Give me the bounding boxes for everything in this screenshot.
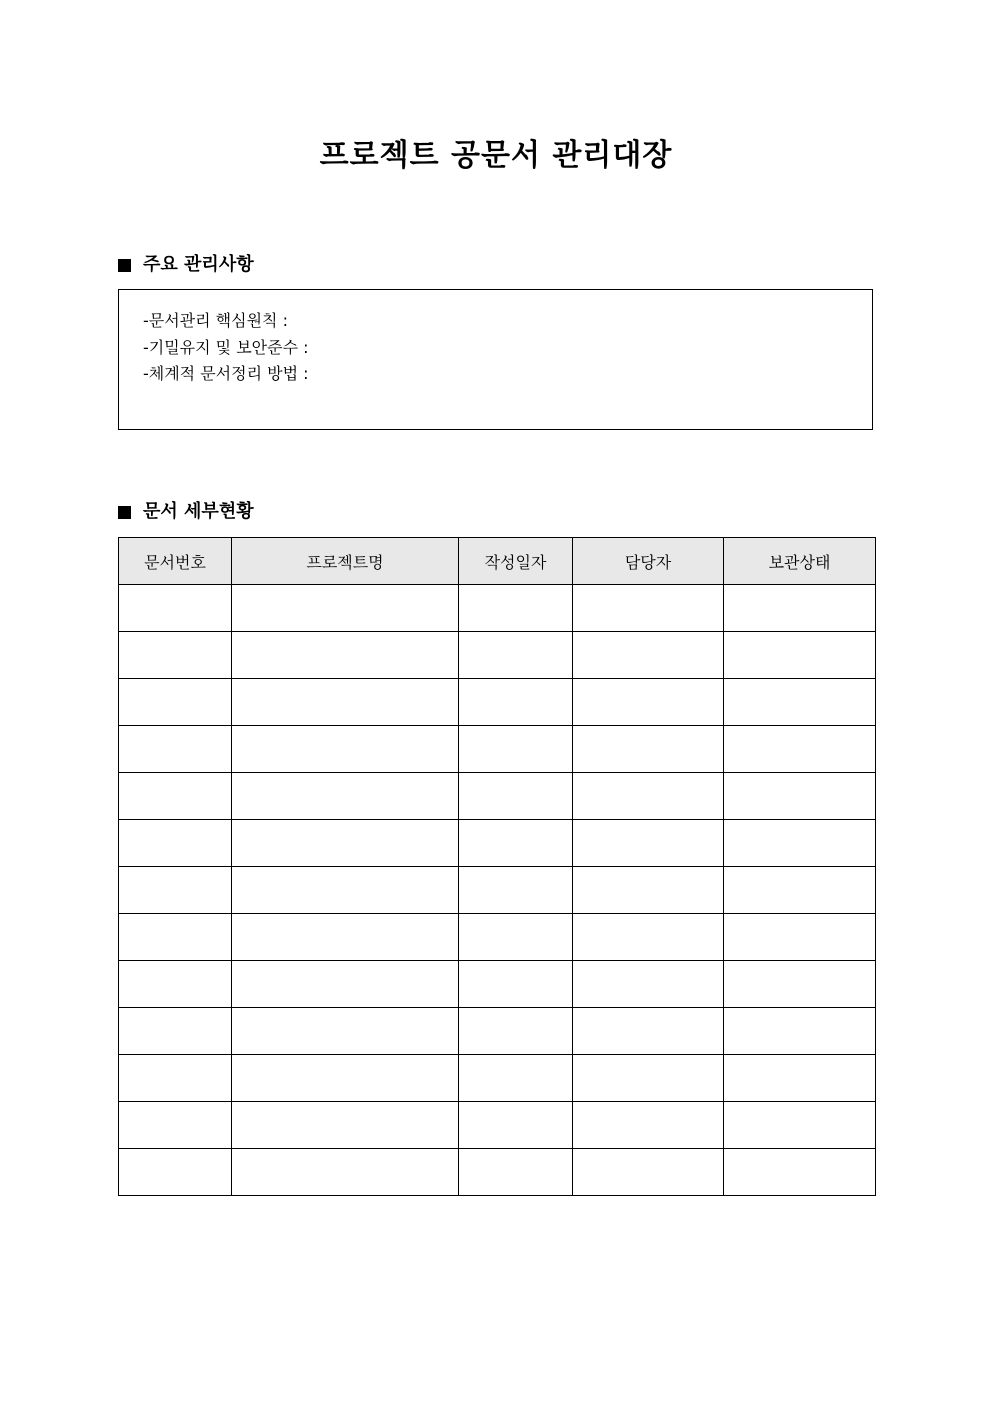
cell-created-date[interactable] bbox=[459, 1008, 573, 1055]
column-header-created-date: 작성일자 bbox=[459, 538, 573, 585]
management-notes-box bbox=[118, 289, 873, 430]
cell-created-date[interactable] bbox=[459, 820, 573, 867]
cell-manager[interactable] bbox=[573, 585, 724, 632]
cell-project-name[interactable] bbox=[232, 1102, 459, 1149]
cell-project-name[interactable] bbox=[232, 726, 459, 773]
cell-doc-number[interactable] bbox=[119, 914, 232, 961]
table-body bbox=[119, 585, 876, 1196]
cell-storage-status[interactable] bbox=[724, 773, 876, 820]
column-header-project-name: 프로젝트명 bbox=[232, 538, 459, 585]
cell-created-date[interactable] bbox=[459, 679, 573, 726]
cell-storage-status[interactable] bbox=[724, 1055, 876, 1102]
cell-storage-status[interactable] bbox=[724, 632, 876, 679]
cell-project-name[interactable] bbox=[232, 679, 459, 726]
cell-created-date[interactable] bbox=[459, 1149, 573, 1196]
cell-doc-number[interactable] bbox=[119, 1149, 232, 1196]
table-row bbox=[119, 726, 876, 773]
column-header-manager: 담당자 bbox=[573, 538, 724, 585]
cell-project-name[interactable] bbox=[232, 773, 459, 820]
cell-doc-number[interactable] bbox=[119, 726, 232, 773]
note-line: -문서관리 핵심원칙 : bbox=[143, 311, 288, 330]
document-title: 프로젝트 공문서 관리대장 bbox=[319, 138, 673, 173]
cell-manager[interactable] bbox=[573, 914, 724, 961]
cell-project-name[interactable] bbox=[232, 1149, 459, 1196]
cell-storage-status[interactable] bbox=[724, 820, 876, 867]
cell-doc-number[interactable] bbox=[119, 1055, 232, 1102]
cell-storage-status[interactable] bbox=[724, 679, 876, 726]
note-line: -체계적 문서정리 방법 : bbox=[143, 364, 309, 383]
cell-doc-number[interactable] bbox=[119, 679, 232, 726]
square-bullet-icon bbox=[118, 259, 131, 272]
table-header-row bbox=[119, 538, 876, 585]
cell-doc-number[interactable] bbox=[119, 961, 232, 1008]
note-line: -기밀유지 및 보안준수 : bbox=[143, 337, 309, 357]
cell-manager[interactable] bbox=[573, 961, 724, 1008]
cell-storage-status[interactable] bbox=[724, 914, 876, 961]
cell-manager[interactable] bbox=[573, 632, 724, 679]
cell-storage-status[interactable] bbox=[724, 1149, 876, 1196]
section-heading-label: 주요 관리사항 bbox=[143, 254, 254, 275]
cell-created-date[interactable] bbox=[459, 1102, 573, 1149]
cell-created-date[interactable] bbox=[459, 961, 573, 1008]
table-row bbox=[119, 1008, 876, 1055]
cell-manager[interactable] bbox=[573, 1102, 724, 1149]
cell-doc-number[interactable] bbox=[119, 867, 232, 914]
column-header-doc-number: 문서번호 bbox=[119, 538, 232, 585]
table-row bbox=[119, 820, 876, 867]
cell-storage-status[interactable] bbox=[724, 726, 876, 773]
cell-storage-status[interactable] bbox=[724, 1102, 876, 1149]
cell-project-name[interactable] bbox=[232, 1008, 459, 1055]
cell-manager[interactable] bbox=[573, 726, 724, 773]
table-row bbox=[119, 1149, 876, 1196]
square-bullet-icon bbox=[118, 506, 131, 519]
cell-storage-status[interactable] bbox=[724, 867, 876, 914]
document-detail-table bbox=[118, 537, 876, 1196]
section-heading-management bbox=[118, 253, 254, 277]
cell-doc-number[interactable] bbox=[119, 632, 232, 679]
cell-created-date[interactable] bbox=[459, 867, 573, 914]
cell-doc-number[interactable] bbox=[119, 1008, 232, 1055]
cell-project-name[interactable] bbox=[232, 914, 459, 961]
section-heading-details bbox=[118, 500, 254, 524]
cell-storage-status[interactable] bbox=[724, 1008, 876, 1055]
cell-manager[interactable] bbox=[573, 1055, 724, 1102]
section-heading-label: 문서 세부현황 bbox=[143, 501, 254, 522]
table-row bbox=[119, 1055, 876, 1102]
cell-doc-number[interactable] bbox=[119, 585, 232, 632]
column-header-storage-status: 보관상태 bbox=[724, 538, 876, 585]
cell-created-date[interactable] bbox=[459, 726, 573, 773]
cell-created-date[interactable] bbox=[459, 1055, 573, 1102]
cell-created-date[interactable] bbox=[459, 585, 573, 632]
cell-project-name[interactable] bbox=[232, 585, 459, 632]
cell-project-name[interactable] bbox=[232, 632, 459, 679]
cell-manager[interactable] bbox=[573, 820, 724, 867]
cell-manager[interactable] bbox=[573, 773, 724, 820]
cell-manager[interactable] bbox=[573, 679, 724, 726]
cell-doc-number[interactable] bbox=[119, 773, 232, 820]
cell-doc-number[interactable] bbox=[119, 1102, 232, 1149]
cell-created-date[interactable] bbox=[459, 632, 573, 679]
cell-storage-status[interactable] bbox=[724, 961, 876, 1008]
table-row bbox=[119, 585, 876, 632]
cell-created-date[interactable] bbox=[459, 914, 573, 961]
cell-storage-status[interactable] bbox=[724, 585, 876, 632]
cell-project-name[interactable] bbox=[232, 820, 459, 867]
cell-manager[interactable] bbox=[573, 1008, 724, 1055]
cell-project-name[interactable] bbox=[232, 867, 459, 914]
table-row bbox=[119, 1102, 876, 1149]
cell-created-date[interactable] bbox=[459, 773, 573, 820]
cell-project-name[interactable] bbox=[232, 961, 459, 1008]
table-row bbox=[119, 632, 876, 679]
cell-doc-number[interactable] bbox=[119, 820, 232, 867]
table-row bbox=[119, 867, 876, 914]
cell-manager[interactable] bbox=[573, 1149, 724, 1196]
cell-manager[interactable] bbox=[573, 867, 724, 914]
cell-project-name[interactable] bbox=[232, 1055, 459, 1102]
table-row bbox=[119, 773, 876, 820]
table-row bbox=[119, 679, 876, 726]
table-row bbox=[119, 914, 876, 961]
table-row bbox=[119, 961, 876, 1008]
